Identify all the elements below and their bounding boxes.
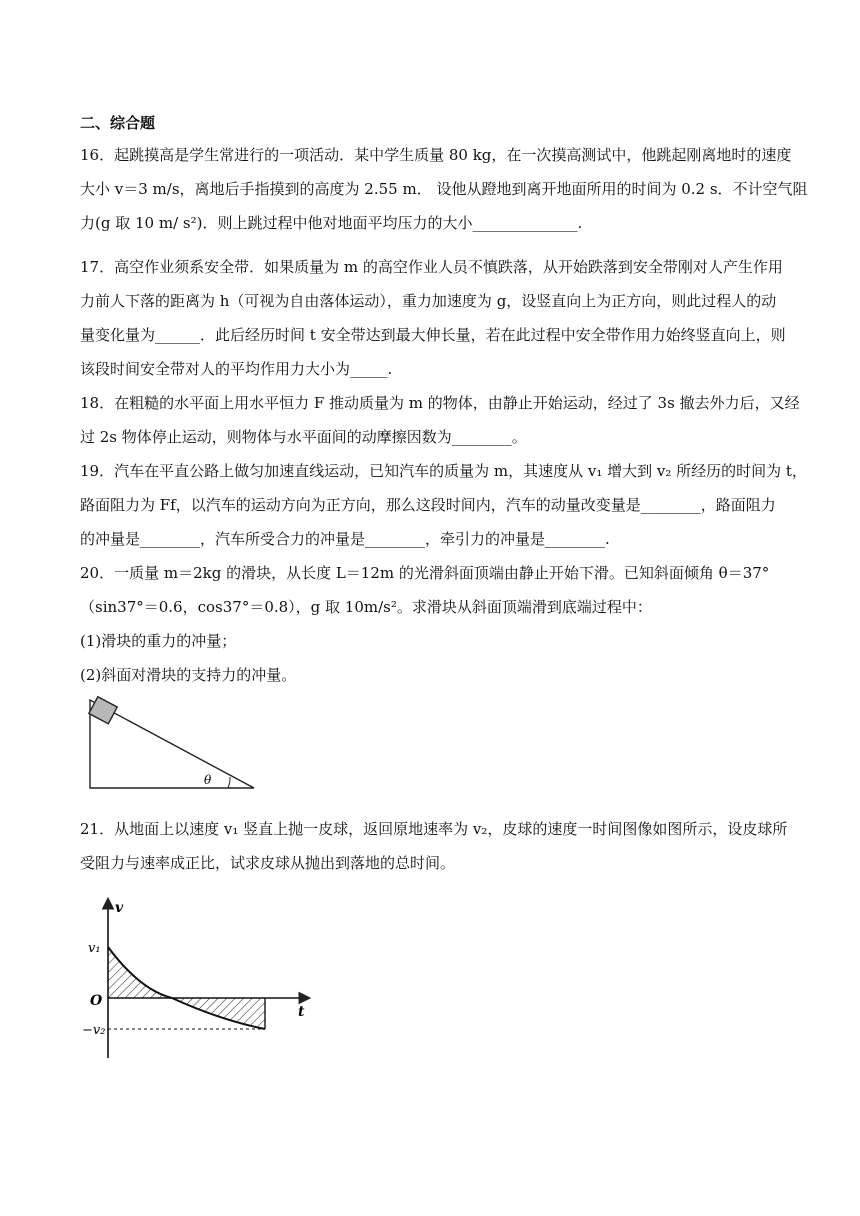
q17-line-4: 该段时间安全带对人的平均作用力大小为_____. <box>80 360 393 378</box>
q17-line-2: 力前人下落的距离为 h（可视为自由落体运动），重力加速度为 g，设竖直向上为正方向，则此过程人的动 <box>80 292 777 310</box>
neg-v2-label: −v₂ <box>82 1023 106 1038</box>
question-20 <box>80 556 780 692</box>
q21-line-2: 受阻力与速率成正比，试求皮球从抛出到落地的总时间。 <box>80 854 456 872</box>
velocity-time-graph <box>80 890 330 1070</box>
q18-line-2: 过 2s 物体停止运动，则物体与水平面间的动摩擦因数为________。 <box>80 428 527 446</box>
q17-line-1: 17．高空作业须系安全带．如果质量为 m 的高空作业人员不慎跌落，从开始跌落到安全带刚对人产生作用 <box>80 258 783 276</box>
q16-line-2: 大小 v＝3 m/s，离地后手指摸到的高度为 2.55 m． 设他从蹬地到离开地面所用的时间为 0.2 s．不计空气阻 <box>80 180 808 198</box>
question-16 <box>80 138 808 240</box>
q20-line-2: （sin37°＝0.6，cos37°＝0.8），g 取 10m/s²。求滑块从斜面顶端滑到底端过程中： <box>80 598 652 616</box>
origin-label: O <box>90 993 103 1009</box>
angle-label: θ <box>204 773 212 787</box>
q16-line-3: 力(g 取 10 m/ s²)．则上跳过程中他对地面平均压力的大小______________. <box>80 214 583 232</box>
q17-line-3: 量变化量为______．此后经历时间 t 安全带达到最大伸长量，若在此过程中安全带作用力始终竖直向上，则 <box>80 326 786 344</box>
slider-block <box>89 697 117 724</box>
angle-arc <box>228 777 230 788</box>
question-18 <box>80 386 800 454</box>
area-downward <box>172 998 265 1029</box>
q21-line-1: 21．从地面上以速度 v₁ 竖直上抛一皮球，返回原地速率为 v₂，皮球的速度一时间图像如图所示，设皮球所 <box>80 820 788 838</box>
q19-line-2: 路面阻力为 Ff，以汽车的运动方向为正方向，那么这段时间内，汽车的动量改变量是________，路面阻力 <box>80 496 776 514</box>
q18-line-1: 18．在粗糙的水平面上用水平恒力 F 推动质量为 m 的物体，由静止开始运动，经过了 3s 撤去外力后，又经 <box>80 394 800 412</box>
section-title: 二、综合题 <box>80 114 156 132</box>
q16-line-1: 16．起跳摸高是学生常进行的一项活动．某中学生质量 80 kg，在一次摸高测试中，他跳起刚离地时的速度 <box>80 146 792 164</box>
t-axis-label: t <box>298 1004 305 1020</box>
q19-line-1: 19．汽车在平直公路上做匀加速直线运动，已知汽车的质量为 m，其速度从 v₁ 增大到 v₂ 所经历的时间为 t， <box>80 462 807 480</box>
q19-line-3: 的冲量是________，汽车所受合力的冲量是________，牵引力的冲量是________. <box>80 530 610 548</box>
q20-line-4: (2)斜面对滑块的支持力的冲量。 <box>80 666 297 684</box>
v-axis-label: v <box>115 900 124 916</box>
area-upward <box>108 947 172 998</box>
incline-figure <box>80 690 270 800</box>
question-21 <box>80 812 788 880</box>
question-19 <box>80 454 807 556</box>
v1-label: v₁ <box>88 941 101 956</box>
question-17 <box>80 250 786 386</box>
q20-line-1: 20．一质量 m＝2kg 的滑块，从长度 L＝12m 的光滑斜面顶端由静止开始下滑。已知斜面倾角 θ＝37° <box>80 564 770 582</box>
q20-line-3: (1)滑块的重力的冲量； <box>80 632 237 650</box>
